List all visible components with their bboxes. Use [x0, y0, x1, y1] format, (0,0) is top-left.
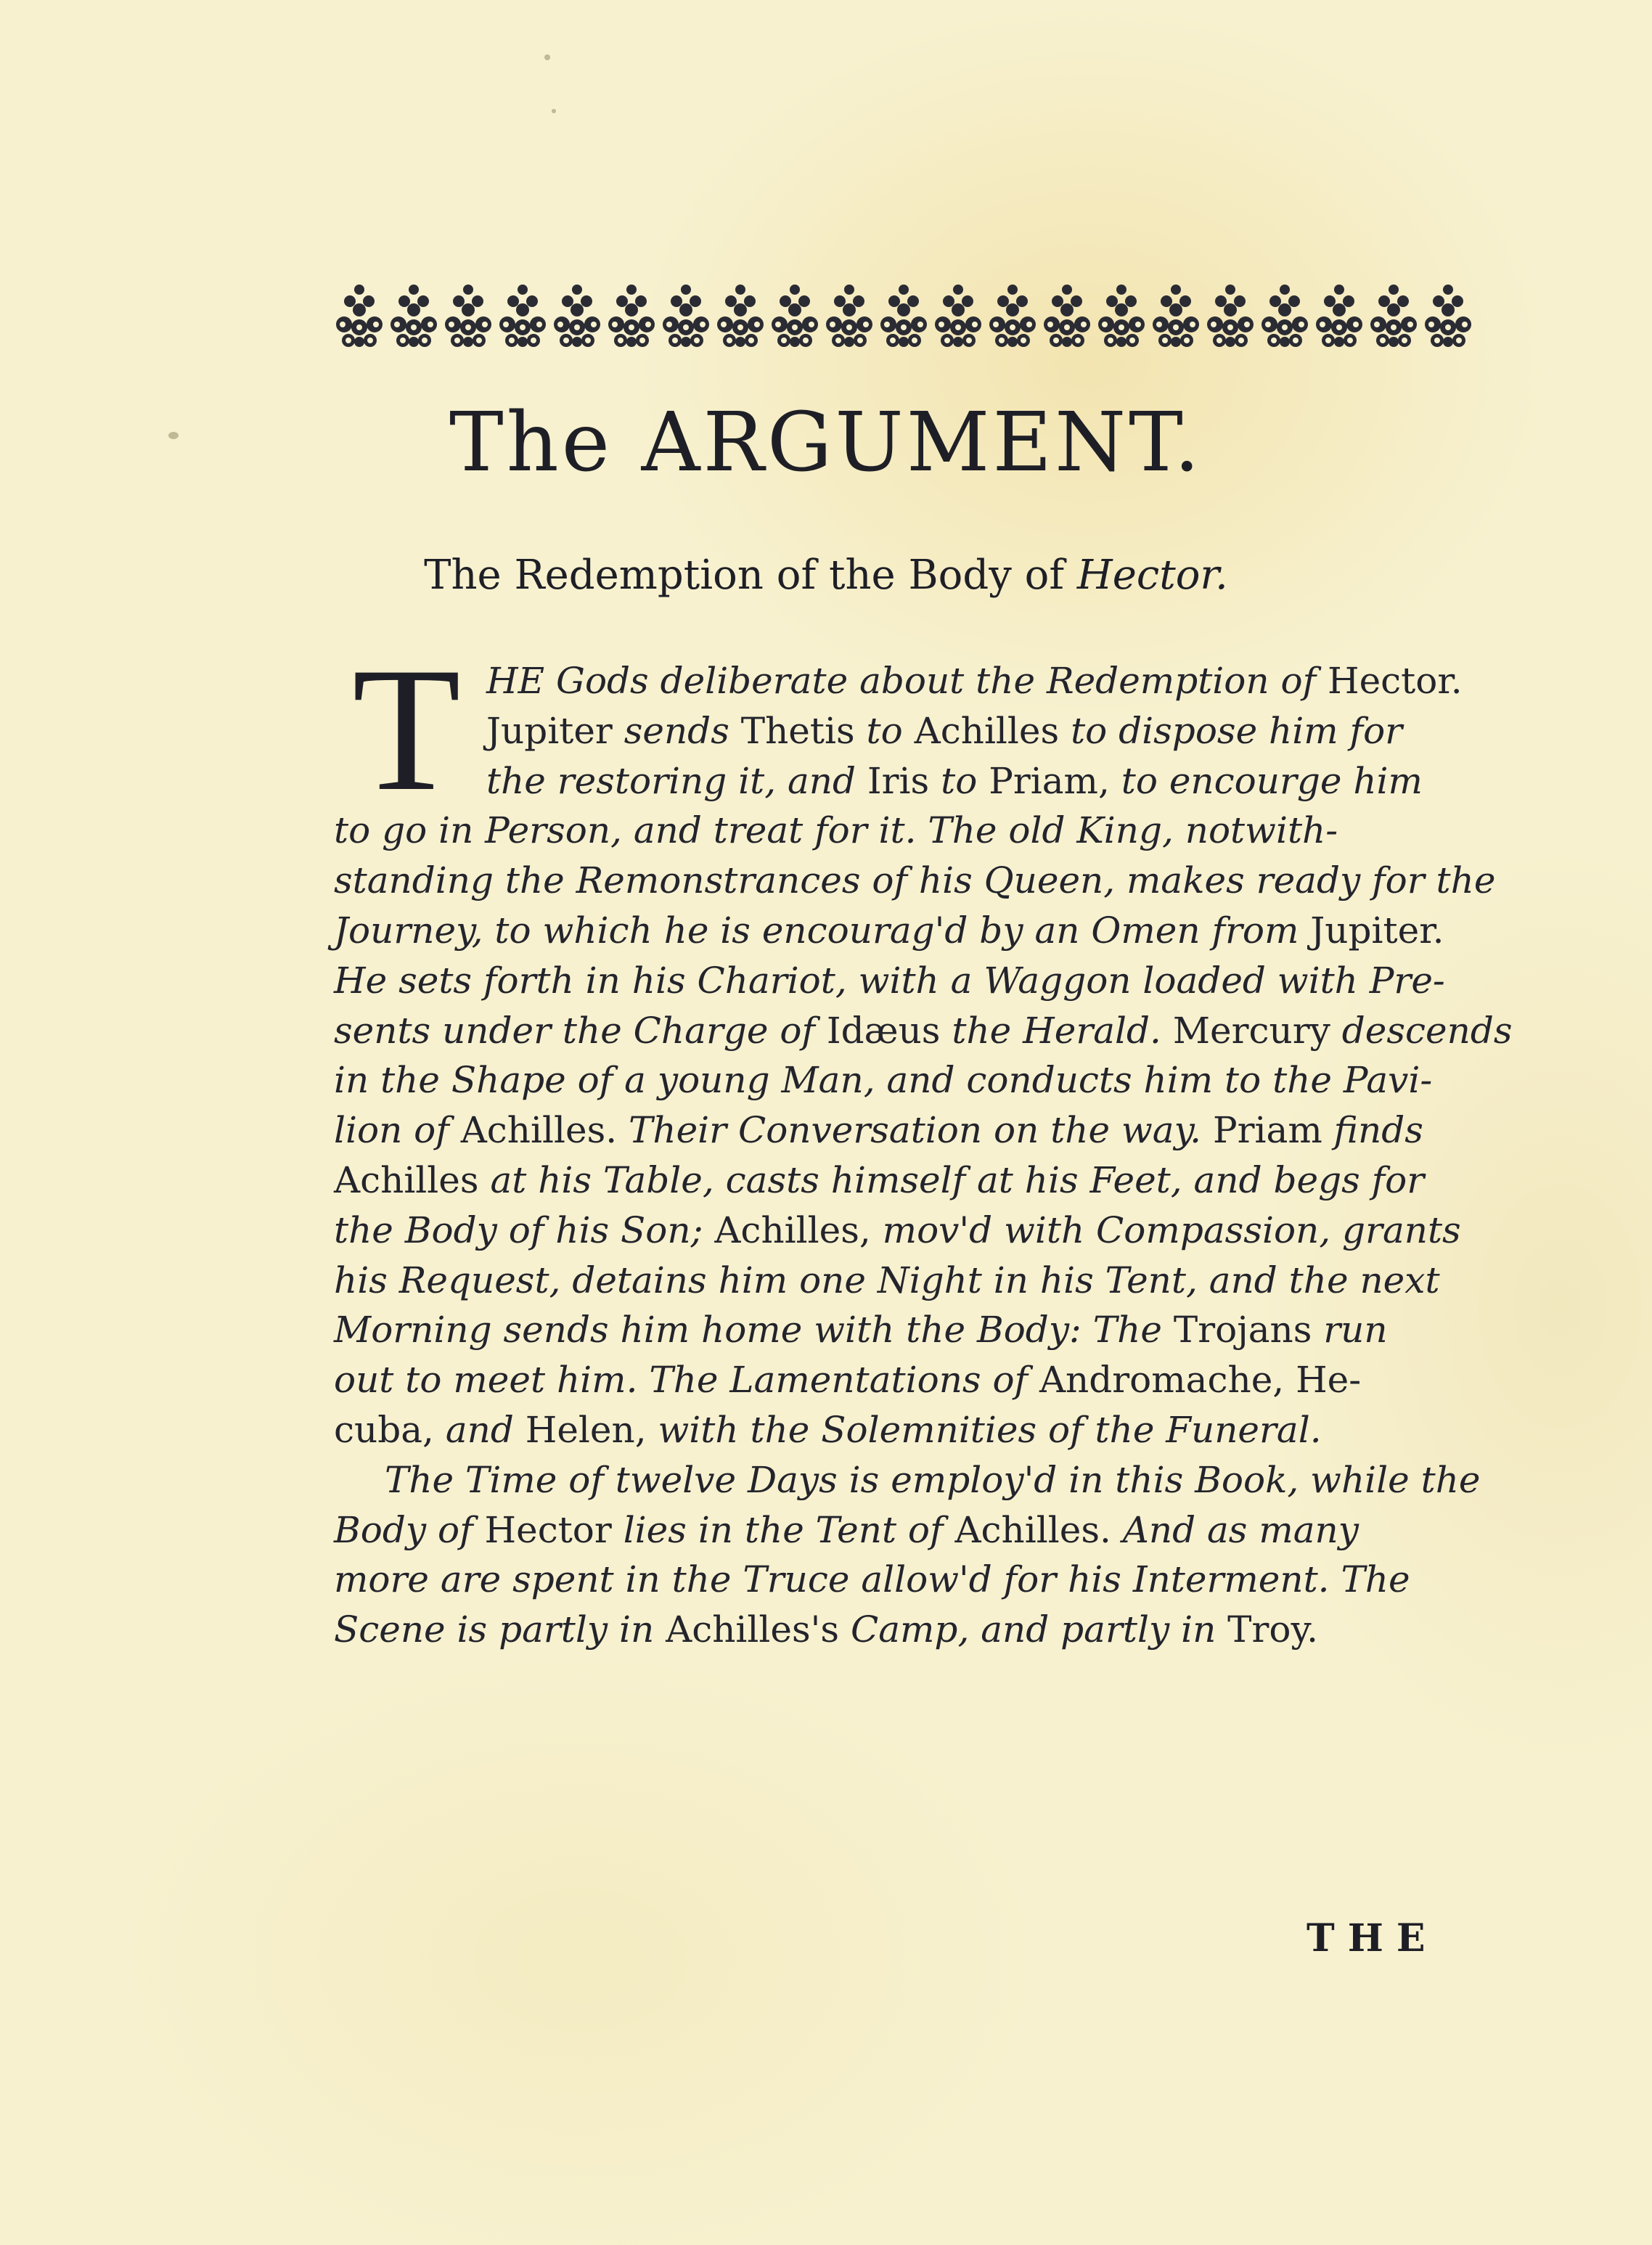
line-segment: The Time of twelve Days is employ'd in this Book, while the — [385, 1458, 1481, 1501]
argument-line — [334, 1558, 1410, 1601]
argument-line — [486, 659, 1463, 703]
fleuron-icon — [1205, 279, 1256, 352]
fleuron-icon — [443, 279, 494, 352]
fleuron-icon — [388, 279, 439, 352]
line-segment: Jupiter. — [1310, 909, 1444, 952]
fleuron-icon — [824, 279, 875, 352]
fleuron-icon — [334, 279, 385, 352]
line-segment: Their Conversation on the way. — [629, 1109, 1213, 1152]
line-segment: Morning sends him home with the Body: The — [334, 1309, 1174, 1352]
line-segment: lies in the Tent of — [623, 1508, 955, 1551]
line-segment: Thetis — [740, 709, 867, 752]
argument-line — [334, 1308, 1388, 1352]
argument-subtitle — [0, 552, 1652, 599]
line-segment: Iris — [867, 759, 941, 802]
line-segment: more are spent in the Truce allow'd for his Interment. The — [334, 1558, 1410, 1601]
line-segment: to encourge him — [1121, 759, 1423, 802]
argument-line — [334, 1608, 1318, 1651]
fleuron-icon — [987, 279, 1038, 352]
line-segment: Helen, — [525, 1409, 658, 1451]
fleuron-icon — [1368, 279, 1419, 352]
subtitle-text: The Redemption of the Body of — [424, 552, 1077, 599]
line-segment: Idæus — [826, 1009, 952, 1052]
line-segment: Achilles — [334, 1159, 491, 1201]
fleuron-icon — [606, 279, 657, 352]
fleuron-icon — [497, 279, 548, 352]
line-segment: his Request, detains him one Night in his Tent, and the next — [334, 1259, 1440, 1301]
fleuron-icon — [933, 279, 984, 352]
catchword: THE — [1307, 1916, 1439, 1960]
fleuron-icon — [661, 279, 711, 352]
fleuron-icon — [878, 279, 929, 352]
line-segment: Troy. — [1227, 1608, 1319, 1651]
line-segment: Achilles. — [954, 1508, 1123, 1551]
line-segment: finds — [1333, 1109, 1423, 1152]
argument-line — [486, 709, 1402, 753]
drop-cap: T — [352, 631, 461, 827]
line-segment: Jupiter — [486, 709, 624, 752]
fleuron-icon — [552, 279, 602, 352]
line-segment: Andromache, He- — [1039, 1359, 1362, 1402]
fleuron-icon — [1423, 279, 1473, 352]
fleuron-icon — [1150, 279, 1201, 352]
argument-line — [334, 1009, 1512, 1052]
fleuron-icon — [769, 279, 820, 352]
line-segment: And as many — [1122, 1508, 1359, 1551]
fleuron-icon — [715, 279, 766, 352]
line-segment: Priam, — [989, 759, 1121, 802]
line-segment: He sets forth in his Chariot, with a Waggon loaded with Pre- — [334, 959, 1445, 1002]
line-segment: to go in Person, and treat for it. The old King, notwith- — [334, 809, 1338, 852]
line-segment: mov'd with Compassion, grants — [882, 1209, 1461, 1251]
argument-line — [334, 809, 1338, 852]
line-segment: Achilles — [914, 709, 1071, 752]
argument-line — [334, 1058, 1432, 1102]
line-segment: Priam — [1212, 1109, 1334, 1152]
fleuron-icon — [1096, 279, 1147, 352]
fleuron-ornament-row — [334, 279, 1473, 359]
argument-line — [334, 1259, 1440, 1302]
line-segment: sents under the Charge of — [334, 1009, 827, 1052]
fleuron-icon — [1042, 279, 1092, 352]
line-segment: the restoring it, and — [486, 759, 867, 802]
line-segment: Trojans — [1173, 1309, 1324, 1352]
line-segment: to — [866, 709, 915, 752]
argument-line — [334, 1108, 1423, 1152]
line-segment: Achilles. — [460, 1109, 629, 1152]
argument-line — [334, 1158, 1424, 1202]
argument-line — [334, 1508, 1359, 1552]
line-segment: run — [1323, 1309, 1388, 1352]
fleuron-icon — [1259, 279, 1310, 352]
page-title: The ARGUMENT. — [449, 396, 1203, 490]
line-segment: Hector. — [1327, 660, 1463, 702]
line-segment: to — [941, 759, 989, 802]
line-segment: standing the Remonstrances of his Queen, makes ready for the — [334, 859, 1496, 902]
subtitle-hero-name: Hector. — [1076, 552, 1228, 599]
line-segment: Journey, to which he is encourag'd by an Omen from — [334, 909, 1311, 952]
argument-line — [334, 909, 1444, 952]
argument-line — [385, 1458, 1481, 1502]
line-segment: the Body of his Son; — [334, 1209, 715, 1251]
paper-speck — [552, 109, 556, 113]
line-segment: to dispose him for — [1071, 709, 1403, 752]
argument-line — [334, 1209, 1461, 1252]
argument-line — [486, 759, 1423, 803]
argument-line — [334, 1358, 1361, 1402]
line-segment: Body of — [334, 1508, 485, 1551]
line-segment: descends — [1341, 1009, 1513, 1052]
line-segment: HE Gods deliberate about the Redemption of — [486, 660, 1328, 702]
line-segment: and — [445, 1409, 526, 1451]
line-segment: Scene is partly in — [334, 1608, 666, 1651]
line-segment: cuba, — [334, 1409, 446, 1451]
argument-line — [334, 859, 1495, 902]
line-segment: lion of — [334, 1109, 461, 1152]
line-segment: sends — [623, 709, 741, 752]
line-segment: Achilles's — [666, 1608, 851, 1651]
paper-speck — [544, 54, 550, 60]
line-segment: Mercury — [1172, 1009, 1342, 1052]
line-segment: at his Table, casts himself at his Feet, and begs for — [490, 1159, 1425, 1201]
line-segment: out to meet him. The Lamentations of — [334, 1359, 1039, 1402]
line-segment: with the Solemnities of the Funeral. — [658, 1409, 1322, 1451]
fleuron-icon — [1314, 279, 1365, 352]
argument-line — [334, 1408, 1322, 1452]
line-segment: in the Shape of a young Man, and conducts him to the Pavi- — [334, 1059, 1433, 1102]
line-segment: Hector — [484, 1508, 623, 1551]
argument-line — [334, 959, 1445, 1002]
line-segment: Camp, and partly in — [850, 1608, 1228, 1651]
line-segment: Achilles, — [714, 1209, 883, 1251]
line-segment: the Herald. — [952, 1009, 1173, 1052]
